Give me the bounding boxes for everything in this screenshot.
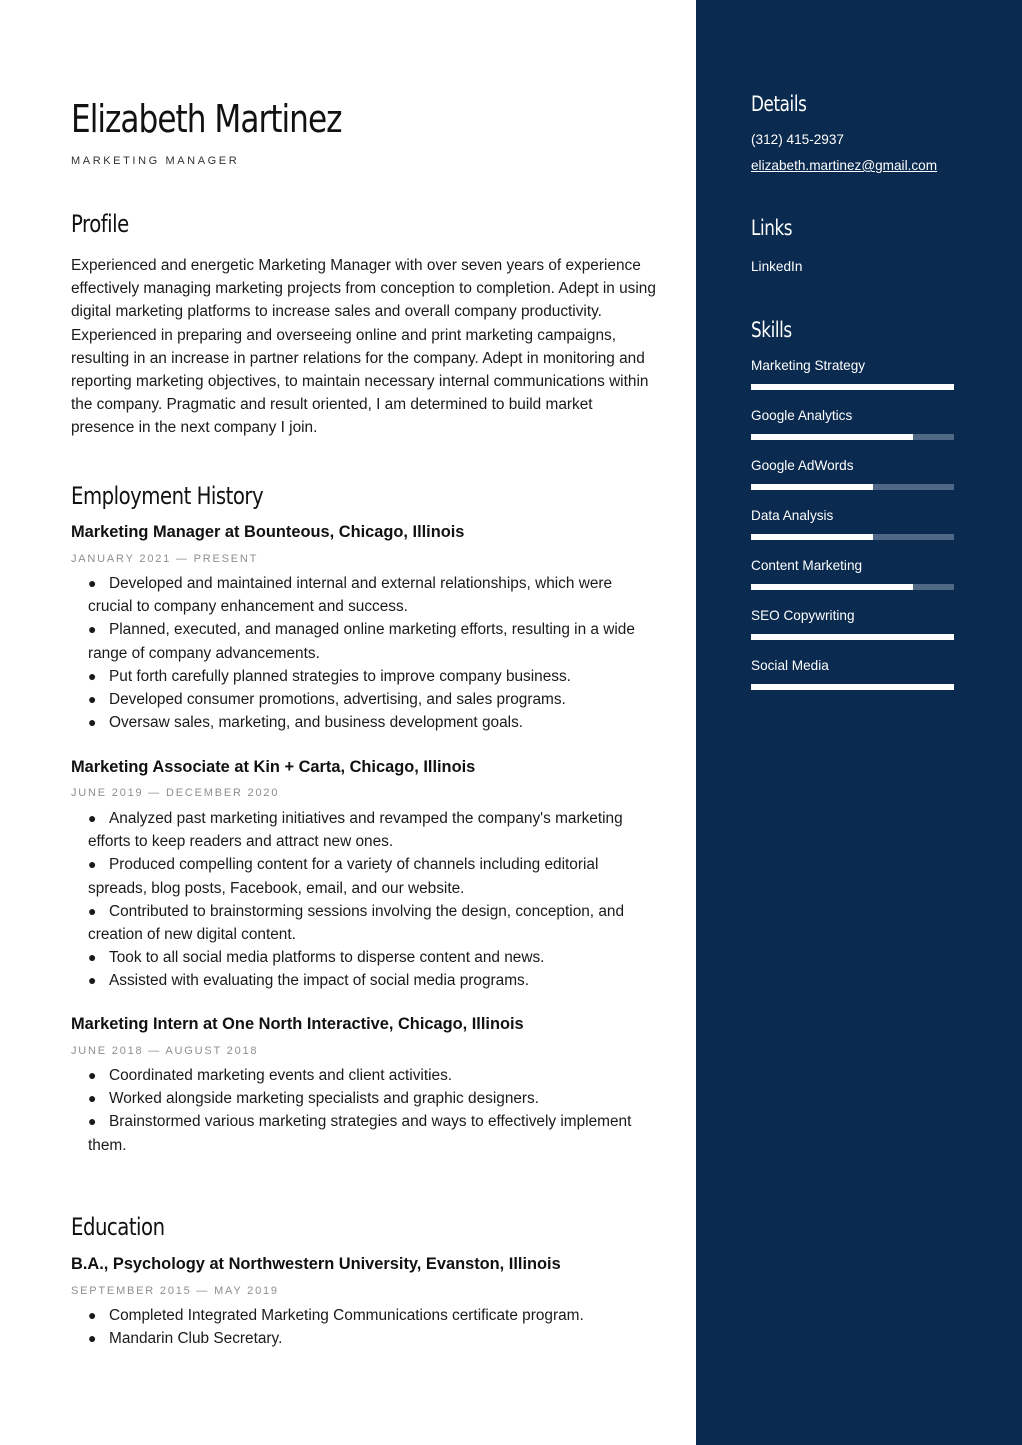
bullet-text: Coordinated marketing events and client activities.: [109, 1067, 453, 1084]
bullet-text: Oversaw sales, marketing, and business development goals.: [109, 714, 524, 732]
bullet-text: Assisted with evaluating the impact of social media programs.: [109, 972, 530, 990]
bullet-text: Produced compelling content for a variety of channels including editorial spreads, blog posts, Facebook, email, and our website.: [88, 856, 599, 897]
bullet-dot: ●: [88, 972, 97, 989]
bullet-item: [88, 969, 658, 992]
bullet-dot: ●: [88, 691, 97, 708]
job-title: Marketing Manager at Bounteous, Chicago, Illinois: [71, 523, 465, 541]
bullet-dot: ●: [88, 1330, 97, 1347]
job-dates: JANUARY 2021 — PRESENT: [71, 553, 259, 565]
sidebar: [696, 0, 1022, 1445]
bullet-item: [88, 1304, 658, 1327]
candidate-name: Elizabeth Martinez: [71, 97, 342, 141]
skill-label: Google Analytics: [751, 408, 853, 423]
skill-bar-fill: [751, 584, 913, 590]
skill-label: Content Marketing: [751, 558, 863, 573]
bullet-dot: ●: [88, 1113, 97, 1130]
bullet-dot: ●: [88, 856, 97, 873]
bullet-item: [88, 688, 658, 711]
bullet-item: [88, 1110, 658, 1156]
job-dates: JUNE 2018 — AUGUST 2018: [71, 1045, 259, 1057]
skill-label: SEO Copywriting: [751, 608, 855, 623]
bullet-text: Planned, executed, and managed online marketing efforts, resulting in a wide range of company advancements.: [88, 621, 635, 662]
profile-text: Experienced and energetic Marketing Manager with over seven years of experience effectively managing marketing projects from conception to completion. Adept in using digital marketing platforms to increase sales and overall company productivity. Experienced in preparing and overseeing online and print marketing campaigns, resulting in an increase in partner relations for the company. Adept in monitoring and reporting marketing objectives, to maintain necessary internal communications within the company. Pragmatic and result oriented, I am determined to build market presence in the next company I join.: [71, 257, 656, 437]
bullet-item: [88, 572, 658, 618]
bullet-text: Completed Integrated Marketing Communications certificate program.: [109, 1307, 584, 1324]
bullet-dot: ●: [88, 714, 97, 731]
bullet-text: Took to all social media platforms to disperse content and news.: [109, 949, 545, 967]
bullet-text: Developed and maintained internal and external relationships, which were crucial to company enhancement and success.: [88, 575, 613, 616]
links-heading: Links: [751, 216, 793, 240]
job-bullets: [88, 572, 658, 734]
employment-heading: Employment History: [71, 482, 264, 510]
bullet-dot: ●: [88, 1067, 97, 1083]
job-title: Marketing Intern at One North Interactive, Chicago, Illinois: [71, 1015, 524, 1033]
skill-bar-fill: [751, 384, 954, 390]
job-dates: JUNE 2019 — DECEMBER 2020: [71, 787, 280, 799]
bullet-text: Analyzed past marketing initiatives and revamped the company's marketing efforts to keep readers and attract new ones.: [88, 810, 623, 851]
candidate-title: MARKETING MANAGER: [71, 155, 240, 167]
bullet-text: Brainstormed various marketing strategies and ways to effectively implement them.: [88, 1113, 632, 1154]
bullet-dot: ●: [88, 1090, 97, 1107]
details-heading: Details: [751, 92, 807, 116]
skill-bar: [751, 584, 954, 590]
phone-number: (312) 415-2937: [751, 132, 844, 147]
bullet-item: [88, 711, 658, 734]
education-heading: Education: [71, 1213, 165, 1241]
bullet-item: [88, 1087, 658, 1110]
skill-bar: [751, 434, 954, 440]
skill-bar-fill: [751, 634, 954, 640]
bullet-dot: ●: [88, 810, 97, 826]
education-bullets: [88, 1304, 658, 1350]
skill-label: Data Analysis: [751, 508, 834, 523]
skill-bar: [751, 684, 954, 690]
skill-bar: [751, 384, 954, 390]
bullet-text: Worked alongside marketing specialists and graphic designers.: [109, 1090, 540, 1108]
bullet-dot: ●: [88, 1307, 97, 1323]
bullet-item: [88, 900, 658, 946]
bullet-dot: ●: [88, 667, 97, 684]
skill-bar-fill: [751, 534, 873, 540]
skill-bar: [751, 634, 954, 640]
bullet-dot: ●: [88, 949, 97, 966]
skill-bar-fill: [751, 434, 913, 440]
bullet-dot: ●: [88, 621, 97, 638]
skill-label: Google AdWords: [751, 458, 854, 473]
skill-label: Marketing Strategy: [751, 358, 866, 373]
job-bullets: [88, 807, 658, 993]
linkedin-link[interactable]: LinkedIn: [751, 259, 803, 274]
bullet-item: [88, 1327, 658, 1350]
bullet-item: [88, 946, 658, 969]
bullet-dot: ●: [88, 575, 97, 591]
email-link[interactable]: elizabeth.martinez@gmail.com: [751, 158, 938, 173]
skills-heading: Skills: [751, 318, 792, 342]
bullet-text: Developed consumer promotions, advertising, and sales programs.: [109, 691, 566, 709]
bullet-text: Put forth carefully planned strategies to improve company business.: [109, 667, 571, 685]
bullet-item: [88, 1064, 658, 1087]
bullet-item: [88, 665, 658, 688]
bullet-dot: ●: [88, 902, 97, 919]
bullet-item: [88, 807, 658, 853]
bullet-item: [88, 853, 658, 899]
bullet-item: [88, 618, 658, 664]
job-bullets: [88, 1064, 658, 1157]
education-dates: SEPTEMBER 2015 — MAY 2019: [71, 1285, 279, 1297]
profile-heading: Profile: [71, 210, 129, 238]
skill-bar-fill: [751, 684, 954, 690]
education-title: B.A., Psychology at Northwestern University, Evanston, Illinois: [71, 1255, 561, 1273]
skill-label: Social Media: [751, 658, 829, 673]
skill-bar: [751, 534, 954, 540]
bullet-text: Mandarin Club Secretary.: [109, 1330, 283, 1348]
skill-bar: [751, 484, 954, 490]
skill-bar-fill: [751, 484, 873, 490]
job-title: Marketing Associate at Kin + Carta, Chicago, Illinois: [71, 758, 476, 776]
bullet-text: Contributed to brainstorming sessions involving the design, conception, and creation of new digital content.: [88, 902, 625, 944]
